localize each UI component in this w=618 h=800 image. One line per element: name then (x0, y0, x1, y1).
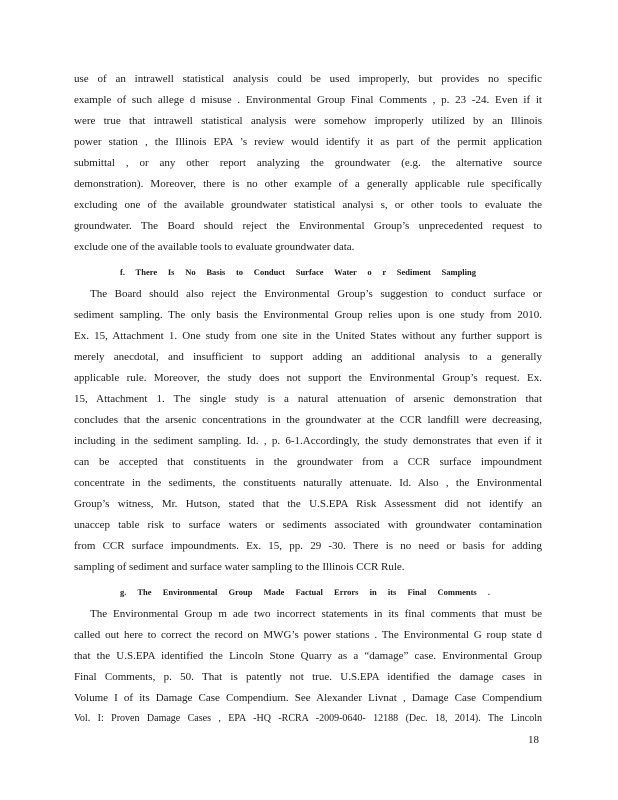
p1-line: groundwater. The Board should reject the Environmental Group’s unprecedented request to (74, 220, 542, 232)
p2-line: The Board should also reject the Environmental Group’s suggestion to conduct surface or (90, 288, 542, 300)
p1-line: demonstration). Moreover, there is no other example of a generally applicable rule specifically (74, 178, 542, 190)
p1-line: exclude one of the available tools to evaluate groundwater data. (74, 241, 355, 253)
p3-line: Volume I of its Damage Case Compendium. See Alexander Livnat , Damage Case Compendium (74, 692, 542, 704)
p2-line: sediment sampling. The only basis the Environmental Group relies upon is one study from 2010. (74, 309, 542, 321)
p3-line: Final Comments, p. 50. That is patently not true. U.S.EPA identified the damage cases in (74, 671, 542, 683)
p2-line: from CCR surface impoundments. Ex. 15, pp. 29 -30. There is no need or basis for adding (74, 540, 542, 552)
p3-line: that the U.S.EPA identified the Lincoln Stone Quarry as a “damage” case. Environmental Group (74, 650, 542, 662)
p3-line: Vol. I: Proven Damage Cases , EPA -HQ -RCRA -2009-0640- 12188 (Dec. 18, 2014). The Lincoln (74, 713, 542, 724)
section-heading-g: g. The Environmental Group Made Factual Errors in its Final Comments . (120, 587, 490, 597)
p1-line: use of an intrawell statistical analysis could be used improperly, but provides no specific (74, 73, 542, 85)
p2-line: concentrate in the sediments, the constituents naturally attenuate. Id. Also , the Environmental (74, 477, 542, 489)
p1-line: excluding one of the available groundwater statistical analysi s, or other tools to evaluate the (74, 199, 542, 211)
p1-line: power station , the Illinois EPA ’s review would identify it as part of the permit application (74, 136, 542, 148)
p2-line: including in the sediment sampling. Id. , p. 6-1.Accordingly, the study demonstrates that even if it (74, 435, 542, 447)
p2-line: Ex. 15, Attachment 1. One study from one site in the United States without any further support is (74, 330, 542, 342)
page-number: 18 (528, 734, 539, 746)
p2-line: can be accepted that constituents in the groundwater from a CCR surface impoundment (74, 456, 542, 468)
section-heading-f: f. There Is No Basis to Conduct Surface Water o r Sediment Sampling (120, 267, 476, 277)
p1-line: were true that intrawell statistical analysis were somehow improperly utilized by an Illinois (74, 115, 542, 127)
p2-line: unaccep table risk to surface waters or sediments associated with groundwater contamination (74, 519, 542, 531)
p1-line: submittal , or any other report analyzing the groundwater (e.g. the alternative source (74, 157, 542, 169)
p3-line: called out here to correct the record on MWG’s power stations . The Environmental G roup state d (74, 629, 542, 641)
p2-line: sampling of sediment and surface water sampling to the Illinois CCR Rule. (74, 561, 405, 573)
p2-line: 15, Attachment 1. The single study is a natural attenuation of arsenic demonstration that (74, 393, 542, 405)
p2-line: concludes that the arsenic concentrations in the groundwater at the CCR landfill were decreasing, (74, 414, 542, 426)
p2-line: merely anecdotal, and insufficient to support adding an additional analysis to a generally (74, 351, 542, 363)
p2-line: applicable rule. Moreover, the study does not support the Environmental Group’s request. Ex. (74, 372, 542, 384)
p2-line: Group’s witness, Mr. Hutson, stated that the U.S.EPA Risk Assessment did not identify an (74, 498, 542, 510)
p3-line: The Environmental Group m ade two incorrect statements in its final comments that must be (90, 608, 542, 620)
p1-line: example of such allege d misuse . Environmental Group Final Comments , p. 23 -24. Even if it (74, 94, 542, 106)
